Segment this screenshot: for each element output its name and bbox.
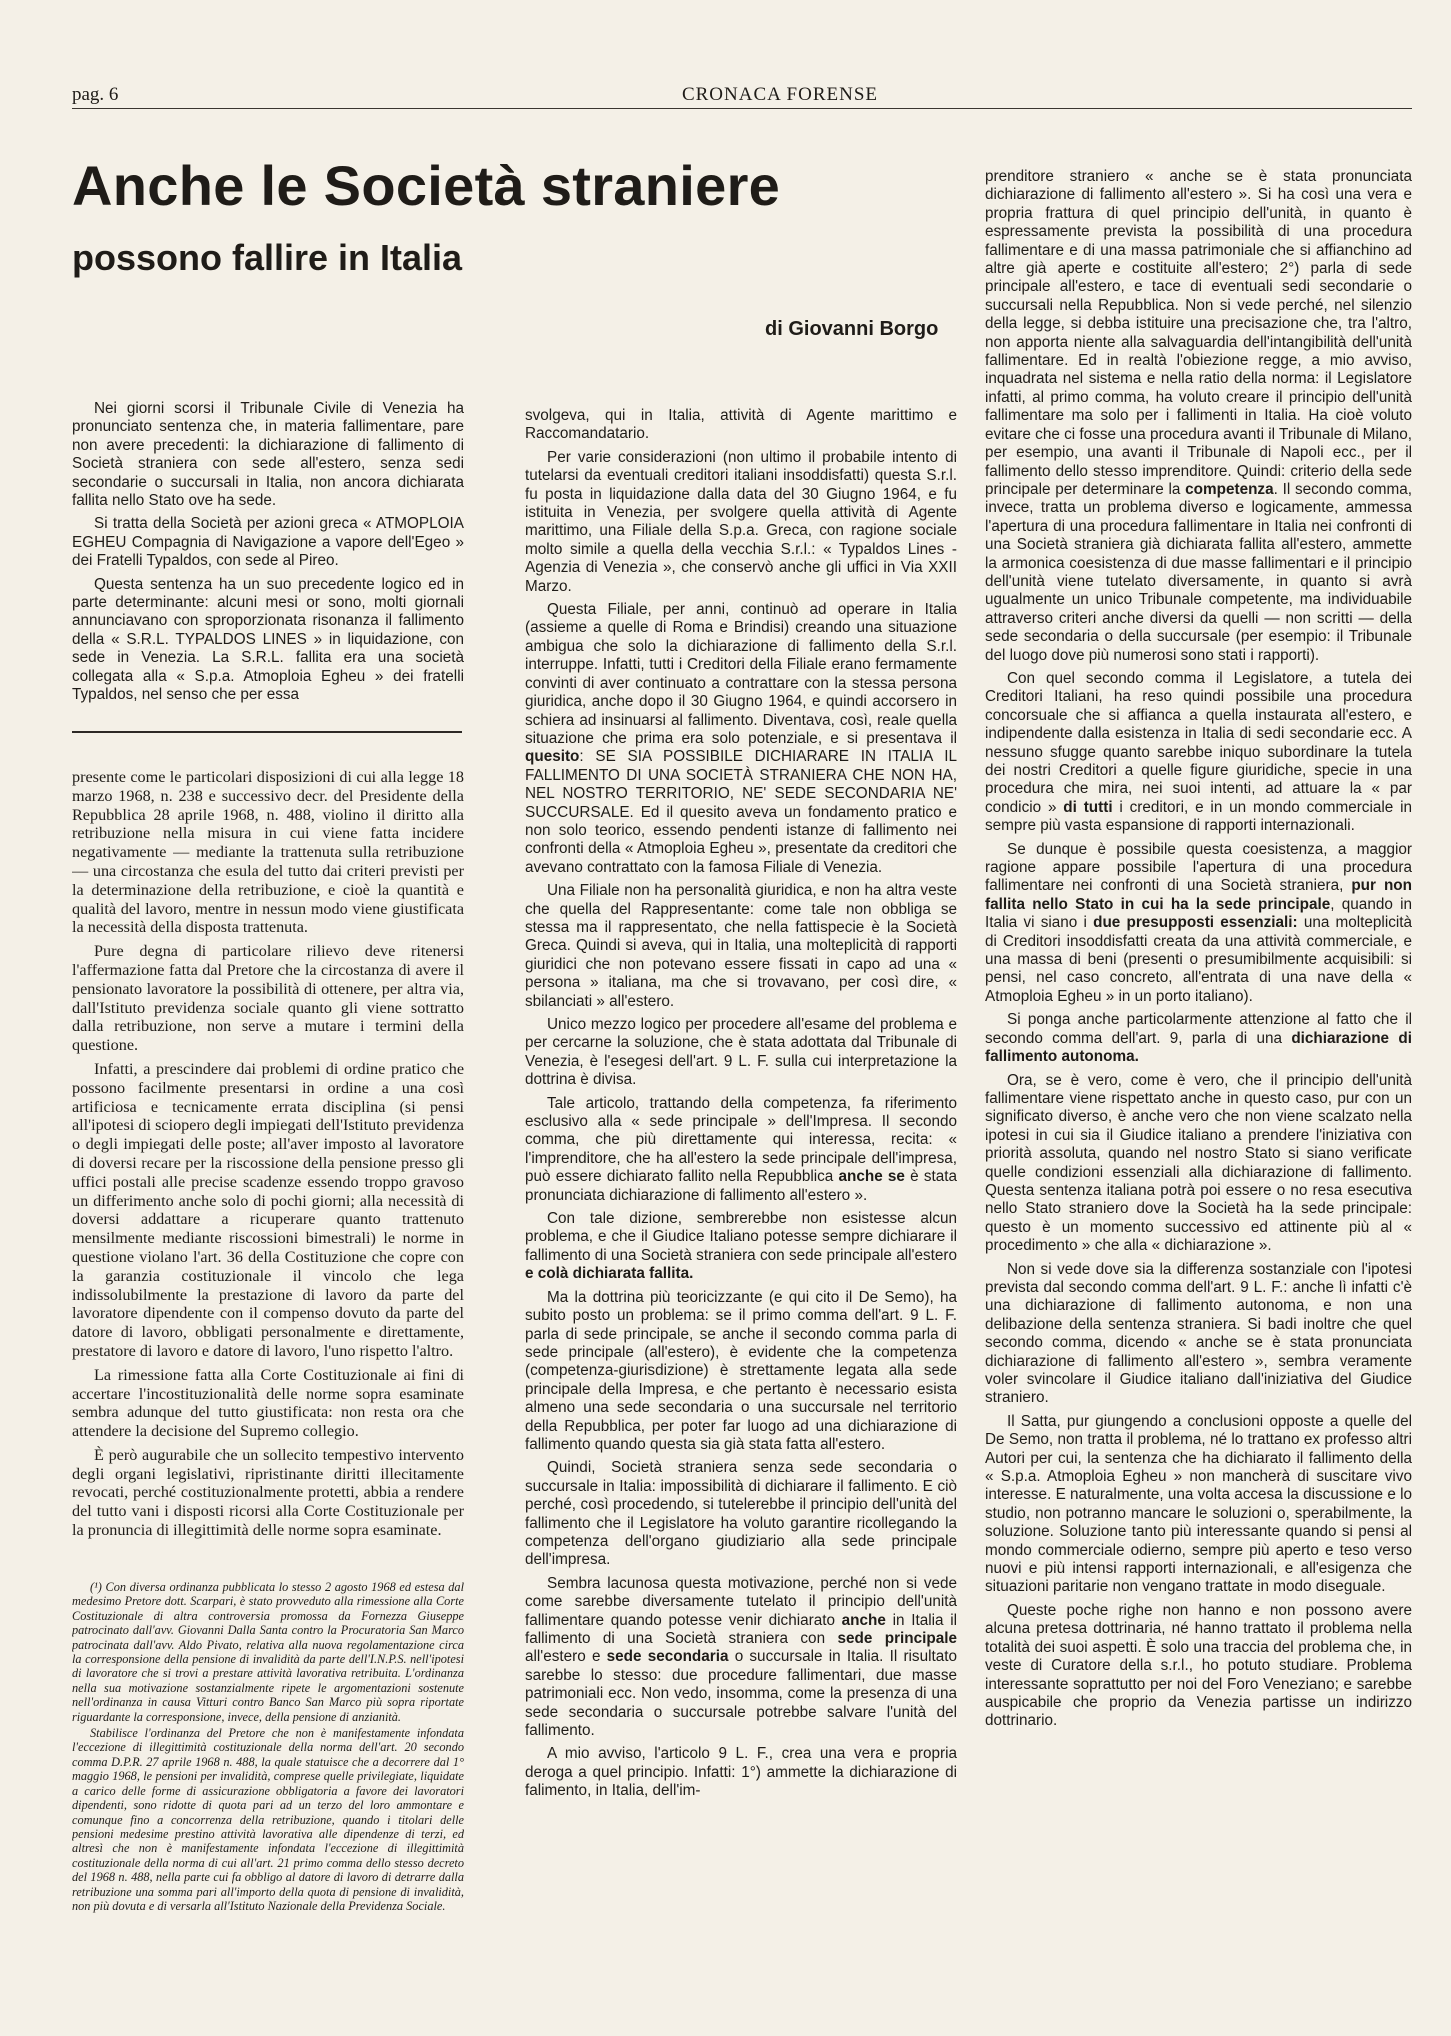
header-rule: [72, 108, 1412, 109]
paragraph: Non si vede dove sia la differenza sostanziale con l'ipotesi prevista dal secondo comma dell'art. 9 L. F.: anche lì infatti c'è una dichiarazione di fallimento autonoma, e non una delibazione della sentenza straniera. Si badi inoltre che quel secondo comma, dicendo « anche se è stata pronunciata dichiarazione di fallimento all'estero », sembra veramente voler svincolare il Giudice italiano dall'iniziativa del Giudice straniero.: [985, 1260, 1412, 1407]
footnote: [72, 1580, 464, 1960]
page-number: pag. 6: [72, 84, 119, 105]
paragraph: La rimessione fatta alla Corte Costituzionale ai fini di accertare l'incostituzionalità delle norme sopra esaminate sembra adunque del tutto giustificata: non resta ora che attendere la decisione del Supremo collegio.: [72, 1365, 464, 1441]
paragraph: Unico mezzo logico per procedere all'esame del problema e per cercarne la soluzione, che è stata adottata dal Tribunale di Venezia, è l'esegesi dell'art. 9 L. F. sulla cui interpretazione la dottrina è divisa.: [525, 1016, 957, 1089]
paragraph: Infatti, a prescindere dai problemi di ordine pratico che possono facilmente presentarsi in ordine a una così artificiosa e tecnicamente errata disciplina (si pensi all'ipotesi di sciopero degli impiegati dell'Istituto previdenza o degli impiegati delle poste; all'aver imposto al lavoratore di doversi recare per la riscossione della pensione presso gli uffici postali alle precise scadenze essendo troppo gravoso un differimento anche solo di pochi giorni; alla necessità di doversi addattare a ricuperare quanto trattenuto mensilmente mediante riscossioni bimestrali) le norme in questione violano l'art. 36 della Costituzione che copre con la garanzia costituzionale il vincolo che lega indissolubilmente la prestazione di lavoro da parte del lavoratore dipendente con il compenso dovuto da parte del datore di lavoro, obbligati personalmente e direttamente, prestatore di lavoro e datore di lavoro, l'uno rispetto l'altro.: [72, 1059, 464, 1360]
journal-title: CRONACA FORENSE: [681, 84, 879, 105]
paragraph: svolgeva, qui in Italia, attività di Agente marittimo e Raccomandatario.: [525, 407, 957, 443]
paragraph: Si ponga anche particolarmente attenzione al fatto che il secondo comma dell'art. 9, parla di una dichiarazione di fallimento autonoma.: [985, 1011, 1412, 1066]
column-1-continuation: [72, 768, 464, 1573]
paragraph: Ma la dottrina più teoricizzante (e qui cito il De Semo), ha subito posto un problema: se il primo comma dell'art. 9 L. F. parla di sede principale, se anche il secondo comma parla di sede principale (all'estero), è evidente che la competenza (competenza-giurisdizione) è strettamente legata alla sede principale della Impresa, e che pertanto è necessario esista almeno una sede secondaria o una succursale nel territorio della Repubblica, per poter far luogo ad una dichiarazione di fallimento quando questa sia già stata fatta all'estero.: [525, 1288, 957, 1453]
paragraph: Ora, se è vero, come è vero, che il principio dell'unità fallimentare viene rispettato anche in questo caso, pur con un significato diverso, è anche vero che non viene scalzato nella ipotesi in cui sia il Giudice italiano a prendere l'iniziativa con priorità assoluta, quando nel nostro Stato si siano verificate quelle condizioni essenziali alla dichiarazione di fallimento. Questa sentenza italiana potrà poi essere o no resa esecutiva nello Stato straniero dove la Società ha la sede principale: questo è un momento successivo ed attinente più al « procedimento » che alla « dichiarazione ».: [985, 1071, 1412, 1255]
byline: di Giovanni Borgo: [765, 318, 939, 340]
paragraph: Per varie considerazioni (non ultimo il probabile intento di tutelarsi da eventuali creditori italiani insoddisfatti) questa S.r.l. fu posta in liquidazione dalla data del 30 Giugno 1964, e fu istituita in Venezia, per svolgere quella attività di Agente marittimo, una Filiale della S.p.a. Greca, con ragione sociale molto simile a quella della vecchia S.r.l.: « Typaldos Lines - Agenzia di Venezia », che conservò anche gli uffici in Via XXII Marzo.: [525, 448, 957, 595]
article-subtitle: possono fallire in Italia: [72, 237, 463, 278]
paragraph: Pure degna di particolare rilievo deve ritenersi l'affermazione fatta dal Pretore che la circostanza di avere il pensionato lavoratore la possibilità di ottenere, per altra via, dall'Istituto previdenza sociale quanto gli viene sottratto dalla retribuzione, non serve a mutare i termini della questione.: [72, 942, 464, 1055]
column-3: [985, 168, 1412, 1968]
paragraph: A mio avviso, l'articolo 9 L. F., crea una vera e propria deroga a quel principio. Infatti: 1°) ammette la dichiarazione di falimento, in Italia, dell'im-: [525, 1745, 957, 1800]
paragraph: Tale articolo, trattando della competenza, fa riferimento esclusivo alla « sede principale » dell'Impresa. Il secondo comma, che più direttamente qui interessa, recita: « l'imprenditore, che ha all'estero la sede principale dell'impresa, può essere dichiarato fallito nella Repubblica anche se è stata pronunciata dichiarazione di fallimento all'estero ».: [525, 1094, 957, 1204]
column-1-intro: [72, 400, 464, 730]
paragraph: Sembra lacunosa questa motivazione, perché non si vede come sarebbe diversamente tutelato il principio dell'unità fallimentare quando potesse venir dichiarato anche in Italia il fallimento di una Società straniera con sede principale all'estero e sede secondaria o succursale in Italia. Il risultato sarebbe lo stesso: due procedure fallimentari, due masse patrimoniali ecc. Non vedo, insomma, come la presenza di una sede secondaria o succursale potrebbe salvare l'unità del fallimento.: [525, 1574, 957, 1740]
paragraph: Con tale dizione, sembrerebbe non esistesse alcun problema, e che il Giudice Italiano potesse sempre dichiarare il fallimento di una Società straniera con sede principale all'estero e colà dichiarata fallita.: [525, 1210, 957, 1283]
paragraph: Si tratta della Società per azioni greca « ATMOPLOIA EGHEU Compagnia di Navigazione a vapore dell'Egeo » dei Fratelli Typaldos, con sede al Pireo.: [72, 515, 464, 570]
paragraph: Una Filiale non ha personalità giuridica, e non ha altra veste che quella del Rappresentante: come tale non obbliga se stessa ma il rappresentato, che nella fattispecie è la Società Greca. Quindi si aveva, qui in Italia, una molteplicità di rapporti giuridici che non potevano essere fissati in capo ad una « persona » italiana, ma che si trovavano, per così dire, « sbilanciati » all'estero.: [525, 882, 957, 1010]
footnote-paragraph: Stabilisce l'ordinanza del Pretore che non è manifestamente infondata l'eccezione di illegittimità costituzionale della norma dell'art. 20 secondo comma D.P.R. 27 aprile 1968 n. 488, la quale statuisce che a decorrere dal 1° maggio 1968, le pensioni per invalidità, comprese quelle privilegiate, liquidate a carico delle forme di assicurazione obbligatoria a favore dei lavoratori dipendenti, sono ridotte di quota pari ad un terzo del loro ammontare e comunque fino a concorrenza della retribuzione, quando i titolari delle pensioni medesime prestino attività lavorativa alle dipendenze di terzi, ed altresì che non è manifestamente infondata l'eccezione di illegittimità costituzionale della norma di cui all'art. 21 primo comma dello stesso decreto del 1968 n. 488, nella parte cui fa obbligo al datore di lavoro di detrarre dalla retribuzione una somma pari all'importo della quota di pensione di invalidità, non più dovuta e di versarla all'Istituto Nazionale della Previdenza Sociale.: [72, 1726, 464, 1913]
paragraph: Questa Filiale, per anni, continuò ad operare in Italia (assieme a quelle di Roma e Brindisi) creando una situazione ambigua che solo la dichiarazione di fallimento della S.r.l. interruppe. Infatti, tutti i Creditori della Filiale erano fermamente convinti di aver continuato a contrattare con la stessa persona giuridica, anche dopo il 30 Giugno 1964, e quindi accorsero in schiera ad insinuarsi al fallimento. Diventava, così, reale quella situazione che prima era solo potenziale, e si presentava il quesito: SE SIA POSSIBILE DICHIARARE IN ITALIA IL FALLIMENTO DI UNA SOCIETÀ STRANIERA CHE NON HA, NEL NOSTRO TERRITORIO, NE' SEDE SECONDARIA NE' SUCCURSALE. Ed il quesito aveva un fondamento pratico e non solo teorico, essendo pendenti istanze di fallimento nei confronti della « Atmoploia Egheu », presentate da creditori che avevano contrattato con la famosa Filiale di Venezia.: [525, 601, 957, 876]
paragraph: È però augurabile che un sollecito tempestivo intervento degli organi legislativi, ripristinante diritti illecitamente revocati, perché costituzionalmente protetti, abbia a rendere del tutto vani i disposti ricorsi alla Corte Costituzionale per la pronuncia di illegittimità delle norme sopra esaminate.: [72, 1445, 464, 1540]
column-2: [525, 407, 957, 1967]
footnote-paragraph: (¹) Con diversa ordinanza pubblicata lo stesso 2 agosto 1968 ed estesa dal medesimo Pretore dott. Scarpari, è stato provveduto alla rimessione alla Corte Costituzionale di altra controversia promossa da Fornezza Giuseppe patrocinato dall'avv. Giovanni Dalla Santa contro la Procuratoria San Marco patrocinata dall'avv. Aldo Pivato, relativa alla nuova regolamentazione circa la corresponsione della pensione di invalidità da parte dell'I.N.P.S. nell'ipotesi di lavoratore che si trovi a prestare attività lavorativa retribuita. L'ordinanza nella sua motivazione sostanzialmente ripete le argomentazioni sostenute nell'ordinanza in causa Vitturi contro Banco San Marco più sopra riportate riguardante la corresponsione, invece, della pensione di anzianità.: [72, 1580, 464, 1724]
paragraph: Questa sentenza ha un suo precedente logico ed in parte determinante: alcuni mesi or sono, molti giornali annunciavano con sproporzionata risonanza il fallimento della « S.R.L. TYPALDOS LINES » in liquidazione, con sede in Venezia. La S.R.L. fallita era una società collegata alla « S.p.a. Atmoploia Egheu » dei fratelli Typaldos, nel senso che per essa: [72, 575, 464, 704]
paragraph: Il Satta, pur giungendo a conclusioni opposte a quelle del De Semo, non tratta il problema, né lo trattano ex professo altri Autori per cui, la sentenza che ha dichiarato il fallimento della « S.p.a. Atmoploia Egheu » non mancherà di suscitare vivo interesse. E naturalmente, una volta accesa la discussione e lo studio, non potranno mancare le soluzioni o, sperabilmente, la soluzione. Soluzione tanto più interessante quando si pensi al mondo commerciale odierno, sempre più aperto e teso verso nuovi e più intensi rapporti internazionali, e all'esigenza che situazioni paritarie non vengano trattate in modo diseguale.: [985, 1412, 1412, 1596]
paragraph: Se dunque è possibile questa coesistenza, a maggior ragione appare possibile l'apertura di una procedura fallimentare nei confronti di una Società straniera, pur non fallita nello Stato in cui ha la sede principale, quando in Italia vi siano i due presupposti essenziali: una molteplicità di Creditori insoddisfatti creata da una attività commerciale, e una massa di beni (presenti o presumibilmente acquisibili: si pensi, nel caso concreto, all'entrata di una nave della « Atmoploia Egheu » in un porto italiano).: [985, 840, 1412, 1005]
paragraph: Quindi, Società straniera senza sede secondaria o succursale in Italia: impossibilità di dichiarare il fallimento. E ciò perché, così procedendo, si tutelerebbe il principio dell'unità del fallimento che il Legislatore ha voluto garantire ricollegando la competenza dell'organo giudiziario alla sede principale dell'impresa.: [525, 1459, 957, 1569]
paragraph: Con quel secondo comma il Legislatore, a tutela dei Creditori Italiani, ha reso quindi possibile una procedura concorsuale che si affianca a quella instaurata all'estero, e indipendente dalla esistenza in Italia di sedi secondarie ecc. A nessuno sfugge quanto sarebbe iniquo subordinare la tutela dei nostri Creditori a quelle figure giuridiche, specie in una procedura che mira, nei suoi intenti, ad attuare la « par condicio » di tutti i creditori, e in un mondo commerciale in sempre più vasta espansione di rapporti internazionali.: [985, 669, 1412, 835]
article-title: Anche le Società straniere: [72, 154, 781, 217]
paragraph: Nei giorni scorsi il Tribunale Civile di Venezia ha pronunciato sentenza che, in materia fallimentare, pare non avere precedenti: la dichiarazione di fallimento di Società straniera con sede all'estero, senza sedi secondarie o succursali in Italia, non ancora dichiarata fallita nello Stato ove ha sede.: [72, 400, 464, 510]
paragraph: prenditore straniero « anche se è stata pronunciata dichiarazione di fallimento all'estero ». Si ha così una vera e propria frattura di quel principio dell'unità, in quanto è espressamente prevista la possibilità di una procedura fallimentare e di una massa patrimoniale che si affianchino ad altre già aperte e costituite all'estero; 2°) parla di sede principale all'estero, e tace di eventuali sedi secondarie o succursali nella Repubblica. Non si vede perché, nel silenzio della legge, si debba istituire una precisazione che, tra l'altro, non apporta niente alla salvaguardia dell'intangibilità dell'unità fallimentare. Ed in realtà l'obiezione regge, a mio avviso, inquadrata nel sistema e nella ratio della norma: il Legislatore infatti, al primo comma, ha voluto creare il principio dell'unità fallimentare ma solo per i fallimenti in Italia. Ha cioè voluto evitare che ci fosse una procedura avanti il Tribunale di Milano, per esempio, una avanti il Tribunale di Napoli ecc., per il fallimento dello stesso imprenditore. Quindi: criterio della sede principale per determinare la competenza. Il secondo comma, invece, tratta un problema diverso e logicamente, ammessa l'apertura di una procedura fallimentare in Italia nei confronti di una Società straniera già dichiarata fallita all'estero, ammette la armonica coesistenza di due masse fallimentari e il principio dell'unità viene tutelato diversamente, in quanto si avrà ugualmente un unico Tribunale competente, ma individuabile attraverso criteri anche diversi da quelli — non scritti — della sede secondaria o della succursale (per esempio: il Tribunale del luogo dove più numerosi sono stati i rapporti).: [985, 168, 1412, 664]
paragraph: presente come le particolari disposizioni di cui alla legge 18 marzo 1968, n. 238 e successivo decr. del Presidente della Repubblica 28 aprile 1968, n. 488, violino il diritto alla retribuzione nella misura in cui viene fatta incidere negativamente — mediante la trattenuta sulla retribuzione — una circostanza che esula del tutto dai criteri previsti per la determinazione della retribuzione, e cioè la quantità e qualità del lavoro, mentre in nessun modo viene giustificata la necessità della disposta trattenuta.: [72, 768, 464, 937]
paragraph: Queste poche righe non hanno e non possono avere alcuna pretesa dottrinaria, né hanno trattato il problema nella totalità dei suoi aspetti. È solo una traccia del problema che, in veste di Curatore della s.r.l., ho potuto studiare. Problema interessante soprattutto per noi del Foro Veneziano; e sarebbe auspicabile che proprio da Venezia partisse un indirizzo dottrinario.: [985, 1601, 1412, 1730]
section-divider: [72, 731, 462, 733]
